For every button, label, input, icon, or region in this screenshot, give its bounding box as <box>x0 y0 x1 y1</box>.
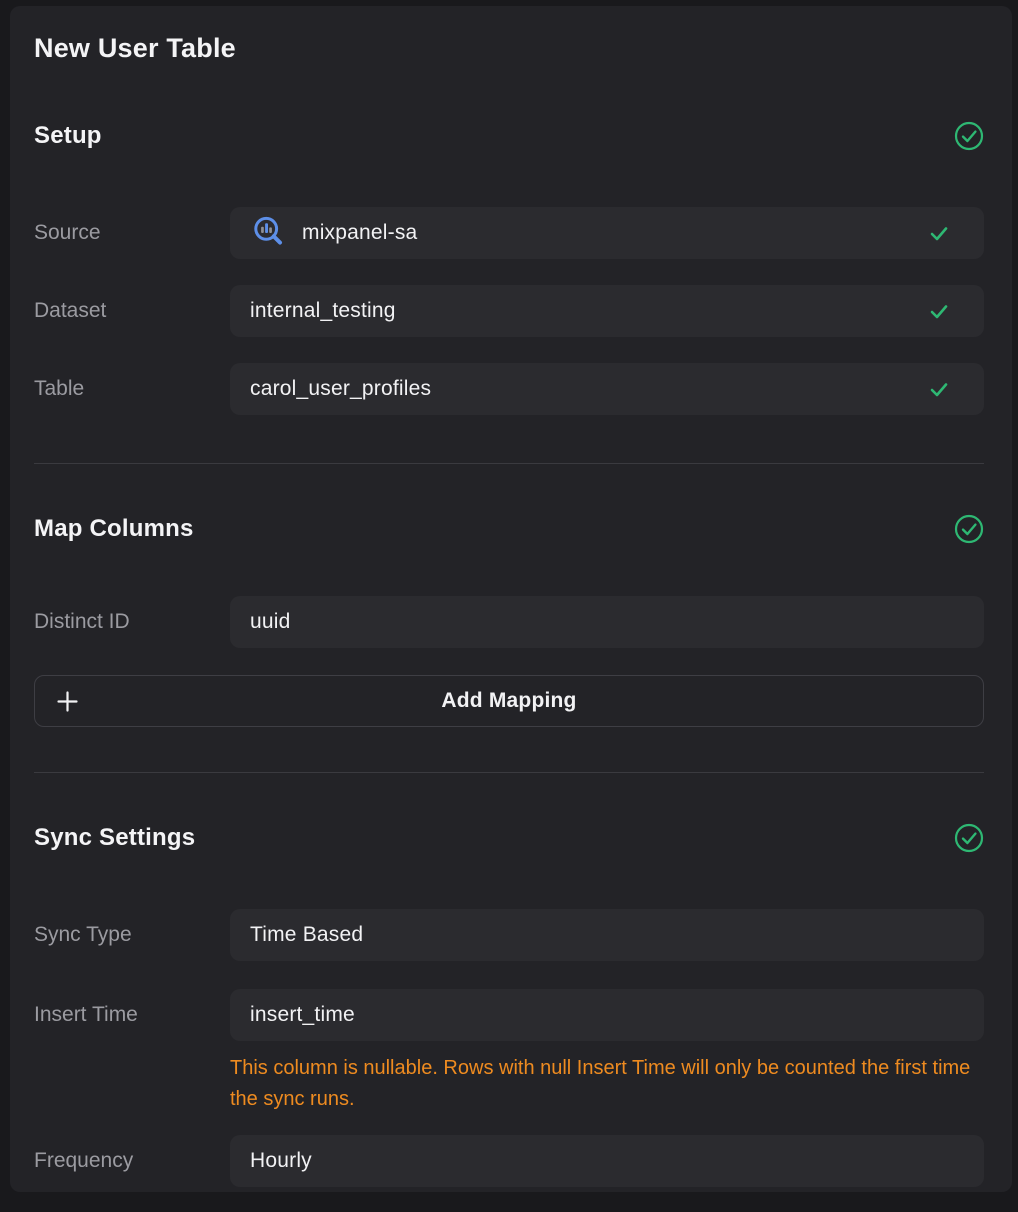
frequency-select[interactable] <box>230 1135 984 1187</box>
section-divider <box>34 772 984 773</box>
new-user-table-panel <box>10 6 1012 1192</box>
sync-type-select[interactable] <box>230 909 984 961</box>
add-mapping-label: Add Mapping <box>441 689 577 712</box>
source-select[interactable] <box>230 207 984 259</box>
insert-time-warning-row <box>34 1053 984 1115</box>
dataset-select[interactable] <box>230 285 984 337</box>
frequency-value: Hourly <box>250 1149 312 1172</box>
setup-fields <box>34 207 984 415</box>
map-columns-fields <box>34 596 984 648</box>
sync-type-label: Sync Type <box>34 923 132 946</box>
page-title: New User Table <box>34 33 236 63</box>
table-select[interactable] <box>230 363 984 415</box>
sync-settings-fields <box>34 909 984 1187</box>
source-label: Source <box>34 221 101 244</box>
setup-section-title: Setup <box>34 122 102 149</box>
insert-time-label: Insert Time <box>34 1003 138 1026</box>
table-label: Table <box>34 377 85 400</box>
insert-time-value: insert_time <box>250 1003 355 1026</box>
magnifier-chart-icon <box>250 214 288 252</box>
check-circle-icon <box>954 121 984 151</box>
distinct-id-select[interactable] <box>230 596 984 648</box>
check-circle-icon <box>954 823 984 853</box>
frequency-label: Frequency <box>34 1149 134 1172</box>
dataset-value: internal_testing <box>250 299 396 322</box>
insert-time-warning: This column is nullable. Rows with null Insert Time will only be counted the first time the sync runs. <box>230 1057 971 1110</box>
check-circle-icon <box>954 514 984 544</box>
add-mapping-button[interactable] <box>34 675 984 727</box>
setup-section-header <box>34 121 984 151</box>
sync-type-row <box>34 909 984 961</box>
distinct-id-value: uuid <box>250 610 291 633</box>
distinct-id-label: Distinct ID <box>34 610 130 633</box>
dataset-label: Dataset <box>34 299 107 322</box>
table-value: carol_user_profiles <box>250 377 432 400</box>
map-columns-section-title: Map Columns <box>34 515 194 542</box>
distinct-id-row <box>34 596 984 648</box>
insert-time-select[interactable] <box>230 989 984 1041</box>
sync-type-value: Time Based <box>250 923 364 946</box>
frequency-row <box>34 1135 984 1187</box>
warning-spacer <box>34 1053 230 1115</box>
sync-settings-section-header <box>34 823 984 853</box>
table-row <box>34 363 984 415</box>
dataset-row <box>34 285 984 337</box>
section-divider <box>34 463 984 464</box>
source-value: mixpanel-sa <box>302 221 418 244</box>
map-columns-section-header <box>34 514 984 544</box>
check-icon <box>928 222 964 244</box>
sync-settings-section-title: Sync Settings <box>34 824 196 851</box>
check-icon <box>928 300 964 322</box>
check-icon <box>928 378 964 400</box>
source-row <box>34 207 984 259</box>
insert-time-row <box>34 989 984 1041</box>
